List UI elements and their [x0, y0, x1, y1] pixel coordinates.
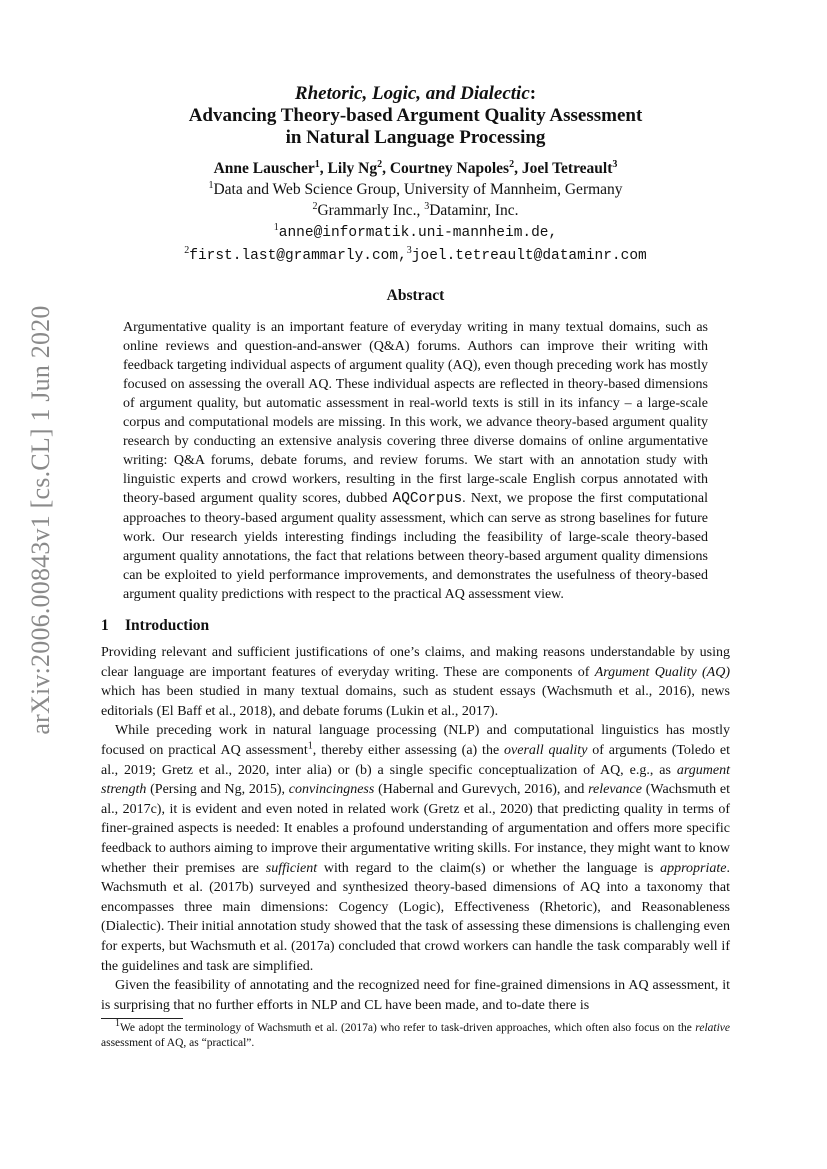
abstract-heading: Abstract	[386, 287, 445, 304]
title-italic-part: Rhetoric, Logic, and Dialectic	[294, 83, 530, 104]
title-line-2: Advancing Theory-based Argument Quality Assessment	[188, 105, 643, 126]
email-link[interactable]: first.last@grammarly.com,	[189, 248, 407, 264]
title-line-3: in Natural Language Processing	[285, 127, 546, 148]
arxiv-sidebar	[26, 0, 56, 1169]
author: Lily Ng	[327, 160, 378, 177]
footnote-1: $^1$We adopt the terminology of Wachsmuth et al. (2017a) who refer to task-driven approaches, which often also focus on the relative assessment of AQ, as “practical”.	[101, 1018, 730, 1050]
author: Anne Lauscher	[213, 160, 315, 177]
arxiv-identifier: arXiv:2006.00843v1 [cs.CL] 1 Jun 2020	[26, 305, 55, 735]
paragraph-3: Given the feasibility of annotating and the recognized need for fine-grained dimensions in AQ assessment, it is surprising that no further efforts in NLP and CL have been made, and to-date there is	[101, 978, 730, 1013]
author: Joel Tetreault	[521, 160, 613, 177]
email-line-1: $^1$anne@informatik.uni-mannheim.de,	[273, 221, 558, 241]
section-number: 1	[101, 617, 109, 634]
affiliation-2-3: $^2$Grammarly Inc., $^3$Dataminr, Inc.	[312, 200, 519, 219]
abstract-body: Argumentative quality is an important feature of everyday writing in many textual domains, such as online reviews and question-and-answer (Q&A) forums. Authors can improve their writing with feedback targeting individual aspects of argument quality (AQ), even though preceding work has mostly focused on assessing the overall AQ. These individual aspects are reflected in theory-based dimensions of argument quality, but automatic assessment in real-world texts is still in its infancy – a large-scale corpus and computational models are missing. In this work, we advance theory-based argument quality research by conducting an extensive analysis covering three diverse domains of online argumentative writing: Q&A forums, debate forums, and review forums. We start with an annotation study with linguistic experts and crowd workers, resulting in the first large-scale English corpus annotated with theory-based argument quality scores, dubbed AQCorpus. Next, we propose the first computational approaches to theory-based argument quality assessment, which can serve as strong baselines for future work. Our research yields interesting findings including the feasibility of large-scale theory-based argument quality annotations, the fact that relations between theory-based argument quality dimensions can be exploited to yield performance improvements, and demonstrates the usefulness of theory-based argument quality predictions with respect to the practical AQ assessment view.	[123, 320, 708, 602]
affiliations	[101, 179, 730, 267]
author: Courtney Napoles	[389, 160, 510, 177]
footnote-marker[interactable]: 1	[307, 740, 313, 752]
paper-page	[101, 83, 730, 1051]
email-link[interactable]: anne@informatik.uni-mannheim.de,	[278, 225, 558, 241]
paper-title: Rhetoric, Logic, and Dialectic: Advancing Theory-based Argument Quality Assessment in Natural Language Processing	[188, 83, 643, 148]
introduction-body	[101, 643, 730, 1015]
paragraph-1: Providing relevant and sufficient justifications of one’s claims, and making reasons understandable by using clear language are important features of everyday writing. These are components of Argument Quality (AQ) which has been studied in many textual domains, such as student essays (Wachsmuth et al., 2016), news editorials (El Baff et al., 2018), and debate forums (Lukin et al., 2017).	[101, 645, 730, 719]
corpus-name: AQCorpus	[392, 491, 463, 507]
author-list: Anne Lauscher$^1$, Lily Ng$^2$, Courtney Napoles$^2$, Joel Tetreault$^3$	[213, 158, 618, 177]
footnote-rule	[101, 1018, 183, 1019]
section-heading-introduction	[101, 617, 730, 635]
affiliation-1: $^1$Data and Web Science Group, University of Mannheim, Germany	[208, 179, 623, 198]
email-line-2: $^2$first.last@grammarly.com,$^3$joel.tetreault@dataminr.com	[184, 244, 647, 264]
email-link[interactable]: joel.tetreault@dataminr.com	[411, 248, 647, 264]
paragraph-2: While preceding work in natural language processing (NLP) and computational linguistics has mostly focused on practical AQ assessment$^1$, thereby either assessing (a) the overall quality of arguments (Toledo et al., 2019; Gretz et al., 2020, inter alia) or (b) a single specific conceptualization of AQ, e.g., as argument strength (Persing and Ng, 2015), convincingness (Habernal and Gurevych, 2016), and relevance (Wachsmuth et al., 2017c), it is evident and even noted in related work (Gretz et al., 2020) that predicting quality in terms of finer-grained aspects is needed: It enables a profound understanding of argumentation and offers more specific feedback to authors aiming to improve their argumentative writing skills. For instance, they might want to know whether their premises are sufficient with regard to the claim(s) or whether the language is appropriate. Wachsmuth et al. (2017b) surveyed and synthesized theory-based dimensions of AQ into a taxonomy that encompasses three main dimensions: Cogency (Logic), Effectiveness (Rhetoric), and Reasonableness (Dialectic). Their initial annotation study showed that the task of assessing these dimensions is challenging even for experts, but Wachsmuth et al. (2017a) concluded that crowd workers can handle the task comparably well if the guidelines and task are simplified.	[101, 723, 730, 974]
section-title: Introduction	[125, 617, 210, 634]
